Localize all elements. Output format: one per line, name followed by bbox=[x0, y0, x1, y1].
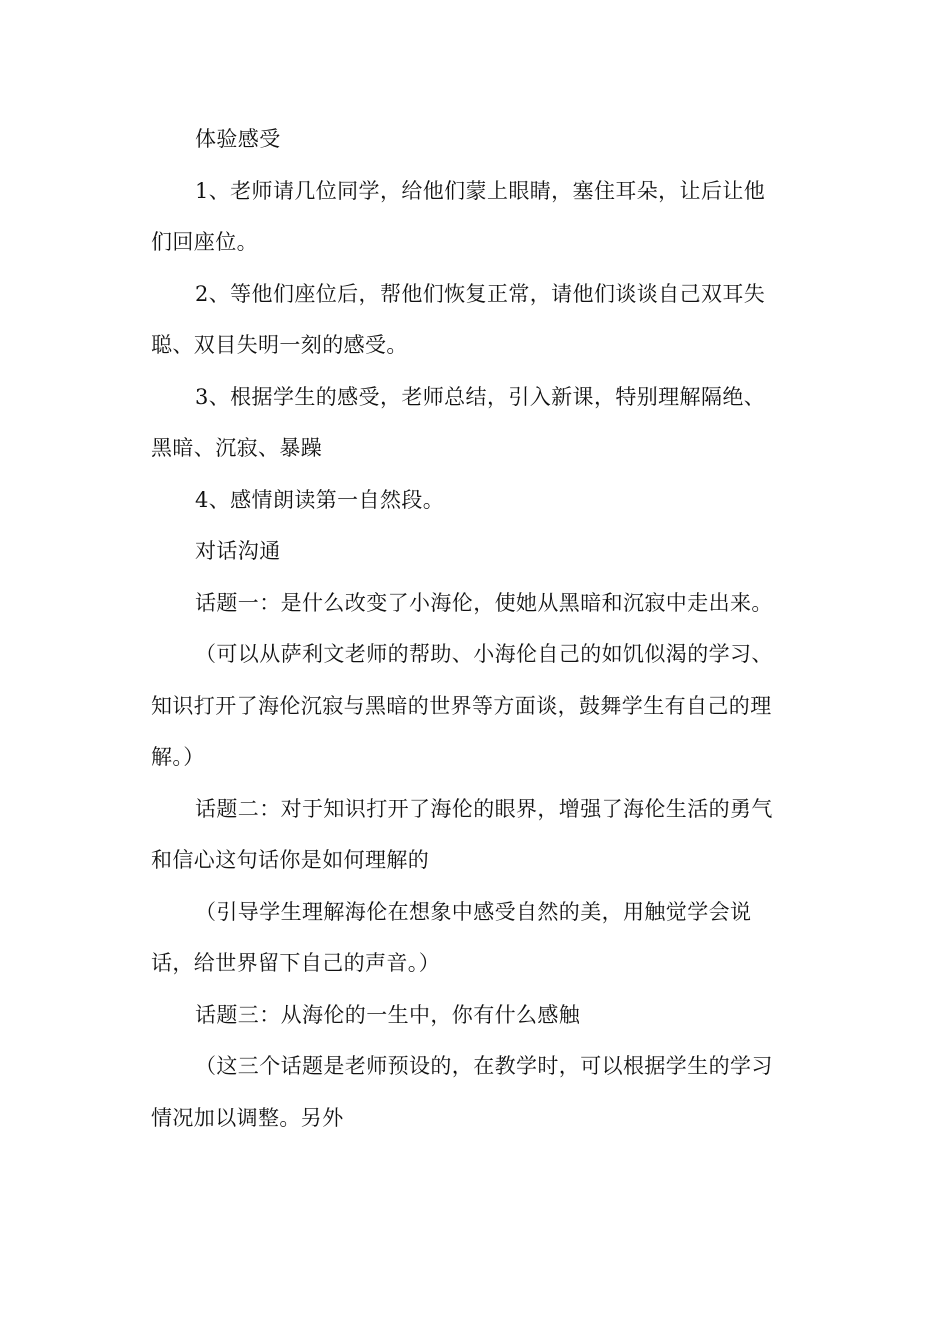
document-body bbox=[151, 114, 801, 1144]
topic-3-note-line-1: （这三个话题是老师预设的，在教学时，可以根据学生的学习 bbox=[195, 1054, 773, 1078]
item-4-line-1: 4、感情朗读第一自然段。 bbox=[195, 487, 445, 512]
topic-2-note-line-1: （引导学生理解海伦在想象中感受自然的美，用触觉学会说 bbox=[195, 899, 752, 924]
item-1-line-2: 们回座位。 bbox=[151, 230, 258, 254]
topic-1-note-line-2: 知识打开了海伦沉寂与黑暗的世界等方面谈，鼓舞学生有自己的理 bbox=[151, 693, 772, 718]
topic-3-note-line-2: 情况加以调整。另外 bbox=[151, 1105, 344, 1130]
item-1-line-1: 1、老师请几位同学，给他们蒙上眼睛，塞住耳朵，让后让他 bbox=[195, 178, 766, 203]
heading-experience: 体验感受 bbox=[195, 127, 281, 151]
topic-1-note-line-3: 解。） bbox=[151, 745, 205, 769]
item-3-line-1: 3、根据学生的感受，老师总结，引入新课，特别理解隔绝、 bbox=[195, 384, 766, 409]
item-3-line-2: 黑暗、沉寂、暴躁 bbox=[151, 436, 323, 460]
topic-2-line-2: 和信心这句话你是如何理解的 bbox=[151, 848, 430, 872]
item-2-line-1: 2、等他们座位后，帮他们恢复正常，请他们谈谈自己双耳失 bbox=[195, 281, 766, 306]
topic-2-note-line-2: 话，给世界留下自己的声音。） bbox=[151, 951, 441, 975]
item-2-line-2: 聪、双目失明一刻的感受。 bbox=[151, 333, 408, 357]
topic-1-line-1: 话题一：是什么改变了小海伦，使她从黑暗和沉寂中走出来。 bbox=[195, 590, 773, 615]
topic-1-note-line-1: （可以从萨利文老师的帮助、小海伦自己的如饥似渴的学习、 bbox=[195, 642, 773, 666]
heading-dialogue: 对话沟通 bbox=[195, 539, 281, 563]
topic-2-line-1: 话题二：对于知识打开了海伦的眼界，增强了海伦生活的勇气 bbox=[195, 796, 773, 821]
document-text bbox=[151, 114, 801, 1144]
topic-3-line-1: 话题三：从海伦的一生中，你有什么感触 bbox=[195, 1002, 581, 1027]
